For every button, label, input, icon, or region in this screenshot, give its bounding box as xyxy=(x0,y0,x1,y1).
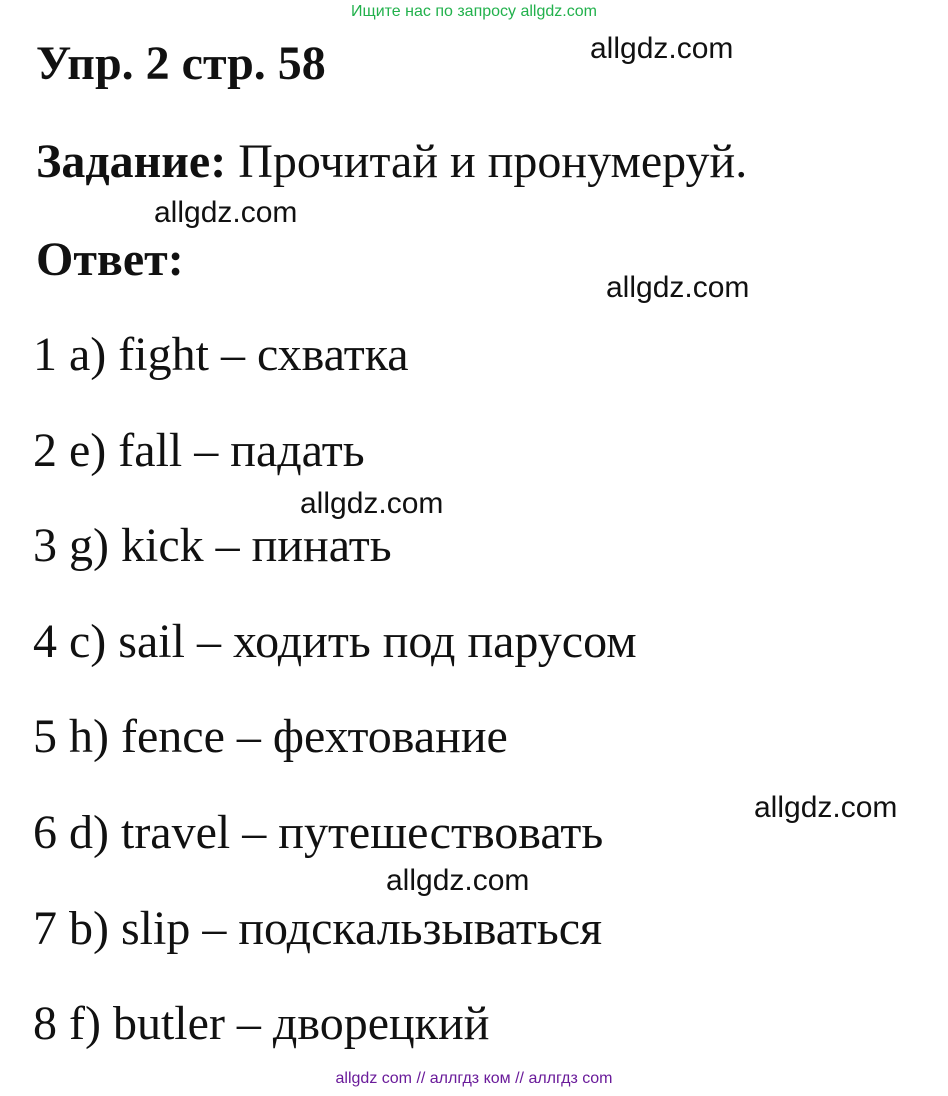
task-text: Прочитай и пронумеруй. xyxy=(226,135,748,188)
answer-item: 7 b) slip – подскальзываться xyxy=(33,901,603,955)
watermark: allgdz.com xyxy=(606,271,750,304)
page-title: Упр. 2 стр. 58 xyxy=(36,37,326,90)
watermark: allgdz.com xyxy=(300,487,444,520)
answer-item: 8 f) butler – дворецкий xyxy=(33,997,490,1051)
watermark: allgdz.com xyxy=(754,791,898,824)
top-banner-link[interactable]: Ищите нас по запросу allgdz.com xyxy=(351,3,597,20)
answer-item: 4 c) sail – ходить под парусом xyxy=(33,614,637,668)
watermark: allgdz.com xyxy=(154,196,298,229)
task-line xyxy=(36,136,747,189)
answer-item: 5 h) fence – фехтование xyxy=(33,710,508,764)
task-label: Задание: xyxy=(36,135,227,188)
answer-heading: Ответ: xyxy=(36,233,184,286)
answer-item: 6 d) travel – путешествовать xyxy=(33,805,604,859)
footer-links[interactable]: allgdz com // аллгдз ком // аллгдз com xyxy=(335,1070,613,1087)
answer-item: 2 e) fall – падать xyxy=(33,423,365,477)
answer-item: 3 g) kick – пинать xyxy=(33,519,392,573)
answer-item: 1 a) fight – схватка xyxy=(33,328,409,381)
watermark: allgdz.com xyxy=(590,32,734,65)
answer-list xyxy=(33,328,637,1093)
watermark: allgdz.com xyxy=(386,864,530,897)
